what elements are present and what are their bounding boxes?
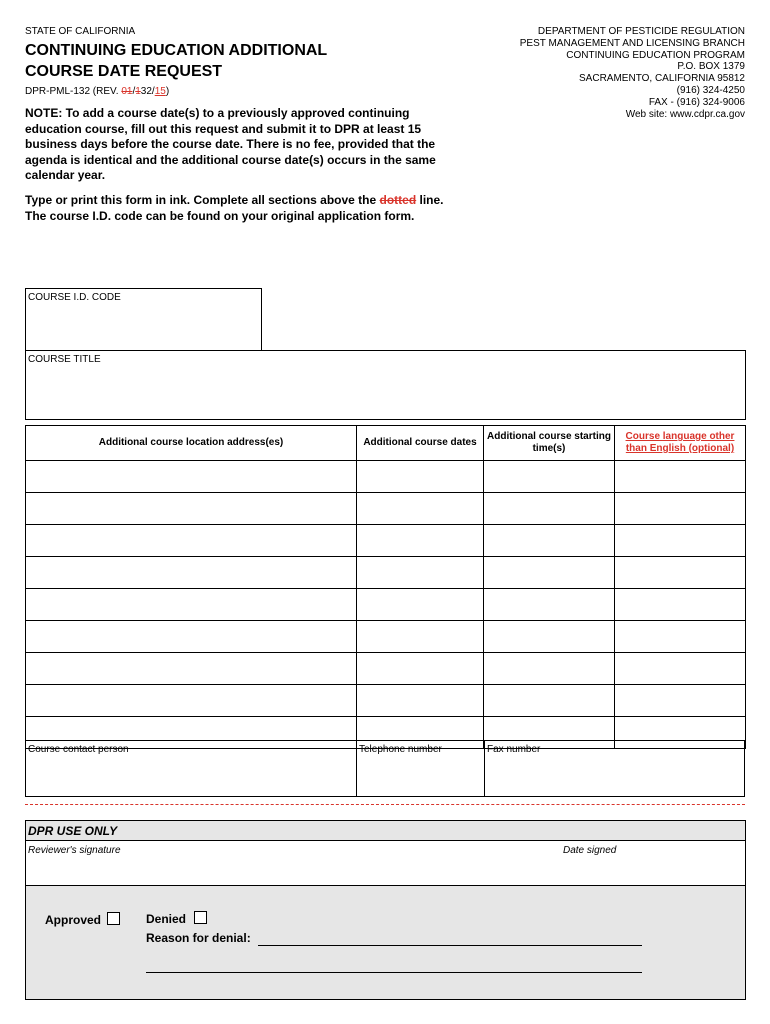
col-header-location: Additional course location address(es) bbox=[26, 426, 357, 461]
table-header-row bbox=[26, 426, 746, 461]
contact-row bbox=[25, 740, 745, 797]
form-rev-struck: 01 bbox=[121, 86, 133, 97]
agency-line: CONTINUING EDUCATION PROGRAM bbox=[566, 49, 745, 61]
language-cell[interactable] bbox=[615, 525, 746, 557]
location-cell[interactable] bbox=[26, 685, 357, 717]
reason-line-2[interactable] bbox=[146, 972, 642, 973]
reason-for-denial-label: Reason for denial: bbox=[146, 931, 251, 945]
agency-line: P.O. BOX 1379 bbox=[677, 61, 745, 73]
date-cell[interactable] bbox=[357, 685, 484, 717]
form-rev-sep: / bbox=[132, 86, 136, 97]
denied-checkbox[interactable] bbox=[194, 911, 207, 924]
language-cell[interactable] bbox=[615, 461, 746, 493]
form-number-prefix: DPR-PML-132 (REV. bbox=[25, 86, 122, 97]
telephone-field[interactable] bbox=[356, 741, 485, 796]
table-row bbox=[26, 525, 746, 557]
course-id-label: COURSE I.D. CODE bbox=[28, 292, 121, 303]
location-cell[interactable] bbox=[26, 525, 357, 557]
col-header-time: Additional course starting time(s) bbox=[484, 426, 615, 461]
denied-label: Denied bbox=[146, 912, 187, 926]
instructions-struck-word: dotted bbox=[379, 193, 417, 207]
instructions-text: Type or print this form in ink. Complete all sections above the bbox=[25, 193, 380, 207]
denied-option bbox=[146, 911, 207, 926]
date-cell[interactable] bbox=[357, 461, 484, 493]
time-cell[interactable] bbox=[484, 653, 615, 685]
form-rev-new: 15 bbox=[154, 86, 166, 97]
date-cell[interactable] bbox=[357, 557, 484, 589]
agency-line: DEPARTMENT OF PESTICIDE REGULATION bbox=[537, 26, 745, 37]
table-row bbox=[26, 493, 746, 525]
form-title-line2: COURSE DATE REQUEST bbox=[25, 63, 223, 80]
table-row bbox=[26, 653, 746, 685]
form-number bbox=[25, 86, 169, 97]
location-cell[interactable] bbox=[26, 621, 357, 653]
course-title-field[interactable] bbox=[25, 350, 746, 420]
col-header-dates: Additional course dates bbox=[357, 426, 484, 461]
approved-checkbox[interactable] bbox=[107, 912, 120, 925]
fax-label: Fax number bbox=[487, 744, 541, 755]
time-cell[interactable] bbox=[484, 525, 615, 557]
agency-address bbox=[425, 26, 745, 120]
course-id-field[interactable] bbox=[25, 288, 262, 351]
language-cell[interactable] bbox=[615, 653, 746, 685]
approved-label: Approved bbox=[45, 913, 102, 927]
table-row bbox=[26, 685, 746, 717]
date-cell[interactable] bbox=[357, 653, 484, 685]
time-cell[interactable] bbox=[484, 493, 615, 525]
date-cell[interactable] bbox=[357, 525, 484, 557]
time-cell[interactable] bbox=[484, 685, 615, 717]
language-cell[interactable] bbox=[615, 621, 746, 653]
course-title-label: COURSE TITLE bbox=[28, 354, 101, 365]
agency-phone: (916) 324-4250 bbox=[676, 84, 745, 96]
table-row bbox=[26, 557, 746, 589]
agency-website: Web site: www.cdpr.ca.gov bbox=[625, 108, 745, 120]
dpr-use-only-section bbox=[25, 820, 746, 1000]
language-cell[interactable] bbox=[615, 589, 746, 621]
language-cell[interactable] bbox=[615, 685, 746, 717]
reason-line-1[interactable] bbox=[258, 945, 642, 946]
location-cell[interactable] bbox=[26, 589, 357, 621]
table-row bbox=[26, 461, 746, 493]
locations-table bbox=[25, 425, 746, 749]
contact-person-label: Course contact person bbox=[28, 744, 129, 755]
language-cell[interactable] bbox=[615, 557, 746, 589]
approved-option bbox=[45, 912, 120, 927]
state-label: STATE OF CALIFORNIA bbox=[25, 26, 136, 37]
table-row bbox=[26, 589, 746, 621]
agency-line: PEST MANAGEMENT AND LICENSING BRANCH bbox=[519, 37, 745, 49]
dpr-heading: DPR USE ONLY bbox=[28, 824, 118, 838]
dotted-separator bbox=[25, 804, 745, 805]
date-signed-label: Date signed bbox=[563, 845, 617, 856]
location-cell[interactable] bbox=[26, 653, 357, 685]
col-header-language: Course language other than English (optional) bbox=[615, 426, 746, 461]
fax-field[interactable] bbox=[484, 741, 744, 796]
language-cell[interactable] bbox=[615, 493, 746, 525]
telephone-label: Telephone number bbox=[359, 744, 442, 755]
form-number-suffix: ) bbox=[165, 86, 170, 97]
time-cell[interactable] bbox=[484, 589, 615, 621]
form-rev-plain: 32/ bbox=[140, 86, 155, 97]
agency-line: SACRAMENTO, CALIFORNIA 95812 bbox=[579, 73, 745, 85]
date-cell[interactable] bbox=[357, 589, 484, 621]
table-row bbox=[26, 621, 746, 653]
time-cell[interactable] bbox=[484, 461, 615, 493]
form-title-line1: CONTINUING EDUCATION ADDITIONAL bbox=[25, 42, 328, 59]
location-cell[interactable] bbox=[26, 461, 357, 493]
time-cell[interactable] bbox=[484, 557, 615, 589]
date-cell[interactable] bbox=[357, 493, 484, 525]
date-cell[interactable] bbox=[357, 621, 484, 653]
note-paragraph: NOTE: To add a course date(s) to a previously approved continuing education course, fill out this request and submit it to DPR at least 15 business days before the course date. There is no fee, provided that the agenda is identical and the additional course date(s) occurs in the same calendar year. bbox=[25, 106, 436, 182]
location-cell[interactable] bbox=[26, 557, 357, 589]
instructions-paragraph bbox=[25, 193, 455, 224]
reviewer-signature-field[interactable] bbox=[26, 840, 745, 886]
time-cell[interactable] bbox=[484, 621, 615, 653]
agency-fax: FAX - (916) 324-9006 bbox=[648, 96, 745, 108]
location-cell[interactable] bbox=[26, 493, 357, 525]
form-rev-struck-2: 1 bbox=[135, 86, 141, 97]
form-title bbox=[25, 40, 365, 82]
instructions-text-end: line. The course I.D. code can be found on your original application form. bbox=[25, 193, 444, 223]
reviewer-signature-label: Reviewer's signature bbox=[28, 845, 121, 856]
